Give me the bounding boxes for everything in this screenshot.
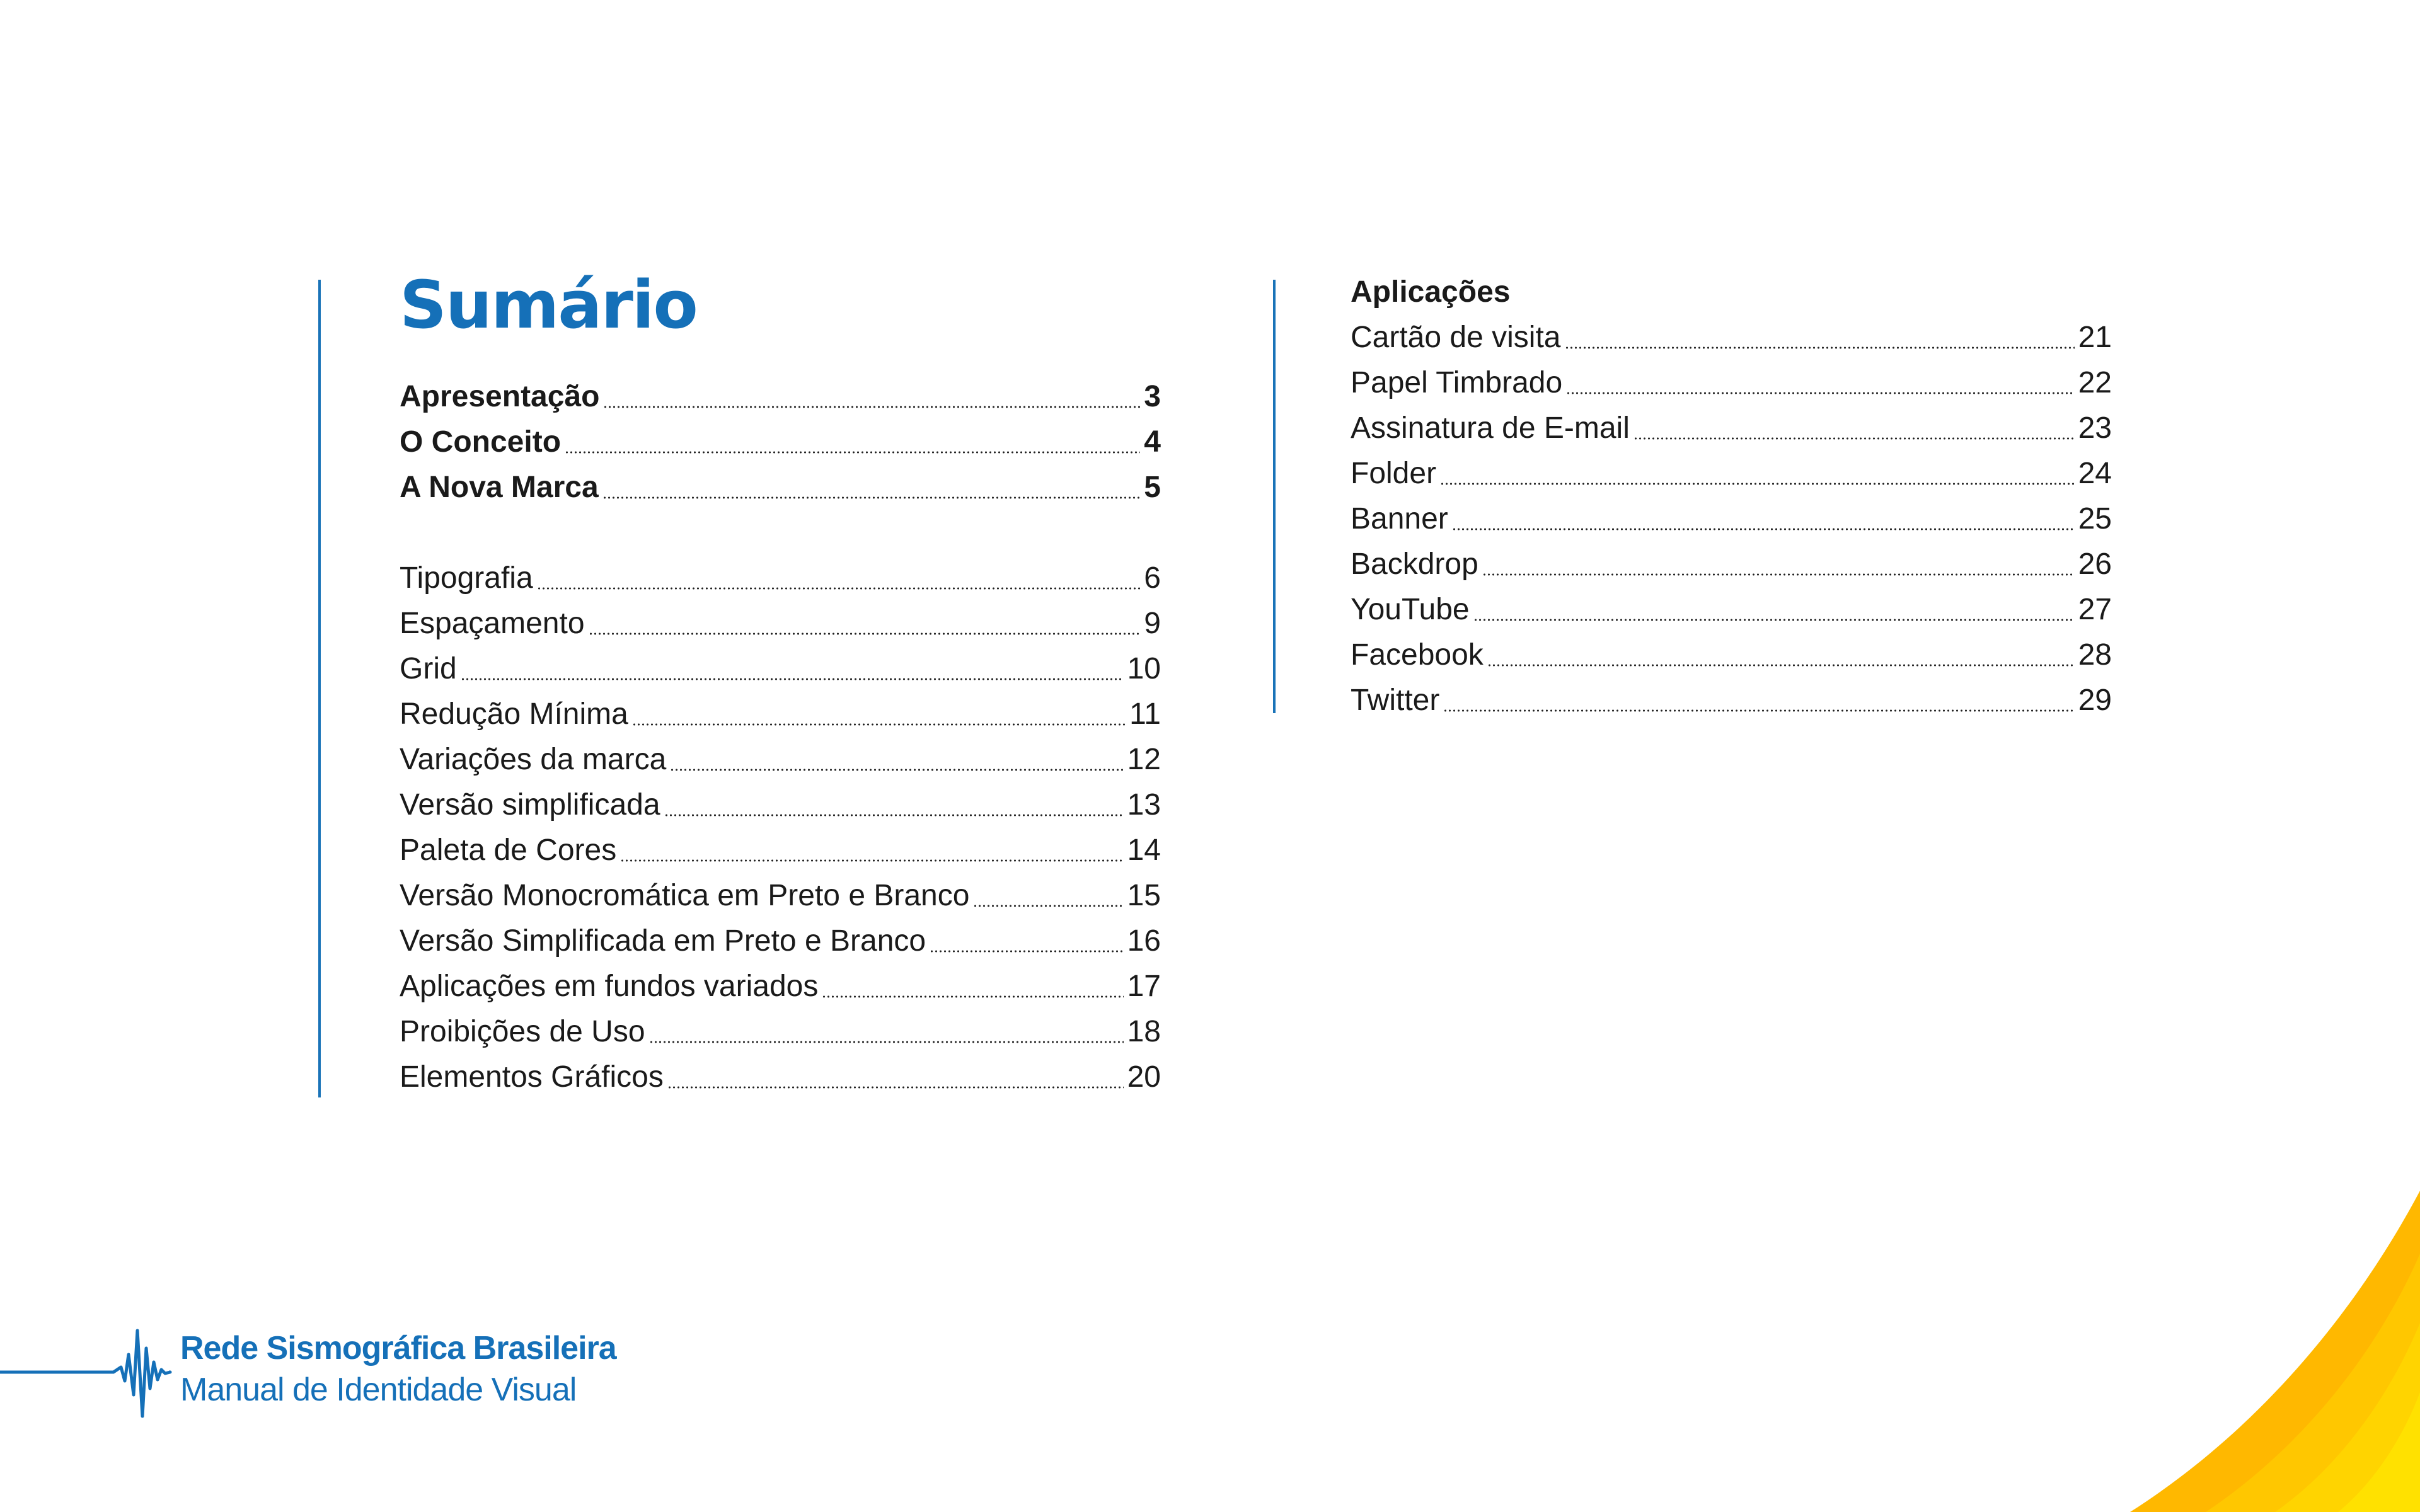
toc-entry-label: Versão simplificada bbox=[400, 788, 660, 822]
toc-entry-label: Folder bbox=[1351, 457, 1437, 490]
applications-heading: Aplicações bbox=[1351, 275, 1511, 309]
toc-entry[interactable] bbox=[400, 1055, 1161, 1100]
toc-entry-page: 6 bbox=[1144, 561, 1161, 595]
toc-entry[interactable] bbox=[1351, 406, 2112, 451]
toc-entry-page: 24 bbox=[2078, 457, 2112, 490]
toc-entry-page: 20 bbox=[1127, 1060, 1161, 1094]
toc-left-column bbox=[400, 266, 1161, 1100]
toc-entry-page: 28 bbox=[2078, 638, 2112, 672]
toc-entry-label: YouTube bbox=[1351, 593, 1470, 626]
toc-entry-label: Tipografia bbox=[400, 561, 533, 595]
toc-entry-label: Papel Timbrado bbox=[1351, 366, 1563, 399]
main-sections-list bbox=[400, 374, 1161, 510]
toc-entry[interactable] bbox=[400, 782, 1161, 828]
toc-entry[interactable] bbox=[1351, 542, 2112, 587]
toc-entry-page: 18 bbox=[1127, 1015, 1161, 1048]
toc-entry-label: Facebook bbox=[1351, 638, 1484, 672]
toc-entry[interactable] bbox=[1351, 633, 2112, 678]
toc-entry[interactable] bbox=[1351, 360, 2112, 406]
dot-leader bbox=[930, 950, 1124, 953]
dot-leader bbox=[565, 451, 1140, 454]
dot-leader bbox=[667, 1086, 1124, 1089]
toc-entry-page: 9 bbox=[1144, 607, 1161, 640]
page-title: Sumário bbox=[400, 266, 697, 343]
toc-entry-page: 17 bbox=[1127, 970, 1161, 1003]
toc-entry-label: Elementos Gráficos bbox=[400, 1060, 664, 1094]
dot-leader bbox=[973, 905, 1123, 907]
toc-entry[interactable] bbox=[400, 1009, 1161, 1055]
toc-entry[interactable] bbox=[400, 964, 1161, 1009]
toc-entry-label: Versão Monocromática em Preto e Branco bbox=[400, 879, 970, 912]
toc-entry-label: Apresentação bbox=[400, 380, 600, 413]
dot-leader bbox=[537, 587, 1141, 590]
toc-entry-page: 10 bbox=[1127, 652, 1161, 685]
dot-leader bbox=[1565, 346, 2075, 349]
dot-leader bbox=[620, 859, 1123, 862]
toc-entry-page: 12 bbox=[1127, 743, 1161, 776]
toc-entry[interactable] bbox=[400, 919, 1161, 964]
dot-leader bbox=[632, 723, 1126, 726]
toc-entry-page: 14 bbox=[1127, 833, 1161, 867]
toc-entry-label: Espaçamento bbox=[400, 607, 585, 640]
yellow-swoosh-decoration bbox=[2067, 1109, 2420, 1512]
toc-entry[interactable] bbox=[400, 646, 1161, 692]
toc-entry-page: 25 bbox=[2078, 502, 2112, 536]
toc-entry[interactable] bbox=[1351, 451, 2112, 496]
dot-leader bbox=[461, 678, 1124, 680]
toc-entry-page: 11 bbox=[1129, 697, 1161, 731]
toc-entry-label: Banner bbox=[1351, 502, 1448, 536]
toc-entry[interactable] bbox=[1351, 496, 2112, 542]
toc-entry-label: Paleta de Cores bbox=[400, 833, 617, 867]
toc-entry[interactable] bbox=[400, 737, 1161, 782]
dot-leader bbox=[602, 496, 1141, 499]
dot-leader bbox=[1566, 392, 2074, 394]
org-name: Rede Sismográfica Brasileira bbox=[180, 1330, 616, 1366]
toc-entry-label: Cartão de visita bbox=[1351, 321, 1561, 354]
toc-entry[interactable] bbox=[1351, 587, 2112, 633]
dot-leader bbox=[1440, 483, 2075, 485]
toc-entry-label: Twitter bbox=[1351, 684, 1440, 717]
toc-entry[interactable] bbox=[400, 828, 1161, 873]
dot-leader bbox=[1443, 709, 2074, 712]
dot-leader bbox=[1452, 528, 2075, 530]
toc-entry-label: Versão Simplificada em Preto e Branco bbox=[400, 924, 926, 958]
dot-leader bbox=[1473, 619, 2075, 621]
dot-leader bbox=[822, 995, 1123, 998]
toc-entry-page: 13 bbox=[1127, 788, 1161, 822]
dot-leader bbox=[670, 769, 1123, 771]
toc-entry-page: 4 bbox=[1144, 425, 1161, 459]
toc-entry-label: Redução Mínima bbox=[400, 697, 628, 731]
toc-entry-page: 16 bbox=[1127, 924, 1161, 958]
toc-entry[interactable] bbox=[400, 556, 1161, 601]
toc-entry-label: Assinatura de E-mail bbox=[1351, 411, 1630, 445]
toc-entry-label: O Conceito bbox=[400, 425, 562, 459]
toc-entry[interactable] bbox=[400, 692, 1161, 737]
toc-entry-page: 15 bbox=[1127, 879, 1161, 912]
toc-entry-label: Grid bbox=[400, 652, 457, 685]
toc-entry-label: Backdrop bbox=[1351, 547, 1478, 581]
right-column-divider bbox=[1273, 280, 1276, 713]
toc-entry-label: A Nova Marca bbox=[400, 471, 599, 504]
toc-right-column bbox=[1351, 270, 2112, 723]
dot-leader bbox=[589, 633, 1141, 635]
toc-entry-page: 26 bbox=[2078, 547, 2112, 581]
toc-entry-page: 23 bbox=[2078, 411, 2112, 445]
toc-entry[interactable] bbox=[400, 465, 1161, 510]
toc-entry-label: Variações da marca bbox=[400, 743, 667, 776]
toc-entry-label: Proibições de Uso bbox=[400, 1015, 645, 1048]
toc-entry[interactable] bbox=[1351, 315, 2112, 360]
toc-entry-page: 27 bbox=[2078, 593, 2112, 626]
toc-entry-page: 21 bbox=[2078, 321, 2112, 354]
toc-entry[interactable] bbox=[400, 873, 1161, 919]
dot-leader bbox=[649, 1041, 1124, 1043]
toc-entry[interactable] bbox=[400, 420, 1161, 465]
dot-leader bbox=[1487, 664, 2075, 667]
dot-leader bbox=[1482, 573, 2075, 576]
left-column-divider bbox=[318, 280, 321, 1097]
toc-entry-page: 29 bbox=[2078, 684, 2112, 717]
dot-leader bbox=[664, 814, 1124, 816]
toc-entry-label: Aplicações em fundos variados bbox=[400, 970, 819, 1003]
toc-entry[interactable] bbox=[1351, 678, 2112, 723]
doc-name: Manual de Identidade Visual bbox=[180, 1372, 577, 1408]
sub-sections-list bbox=[400, 556, 1161, 1100]
toc-entry-page: 3 bbox=[1144, 380, 1161, 413]
toc-entry[interactable] bbox=[400, 601, 1161, 646]
toc-entry[interactable] bbox=[400, 374, 1161, 420]
dot-leader bbox=[1634, 437, 2075, 440]
toc-entry-page: 22 bbox=[2078, 366, 2112, 399]
applications-list bbox=[1351, 315, 2112, 723]
dot-leader bbox=[603, 406, 1140, 408]
toc-entry-page: 5 bbox=[1144, 471, 1161, 504]
